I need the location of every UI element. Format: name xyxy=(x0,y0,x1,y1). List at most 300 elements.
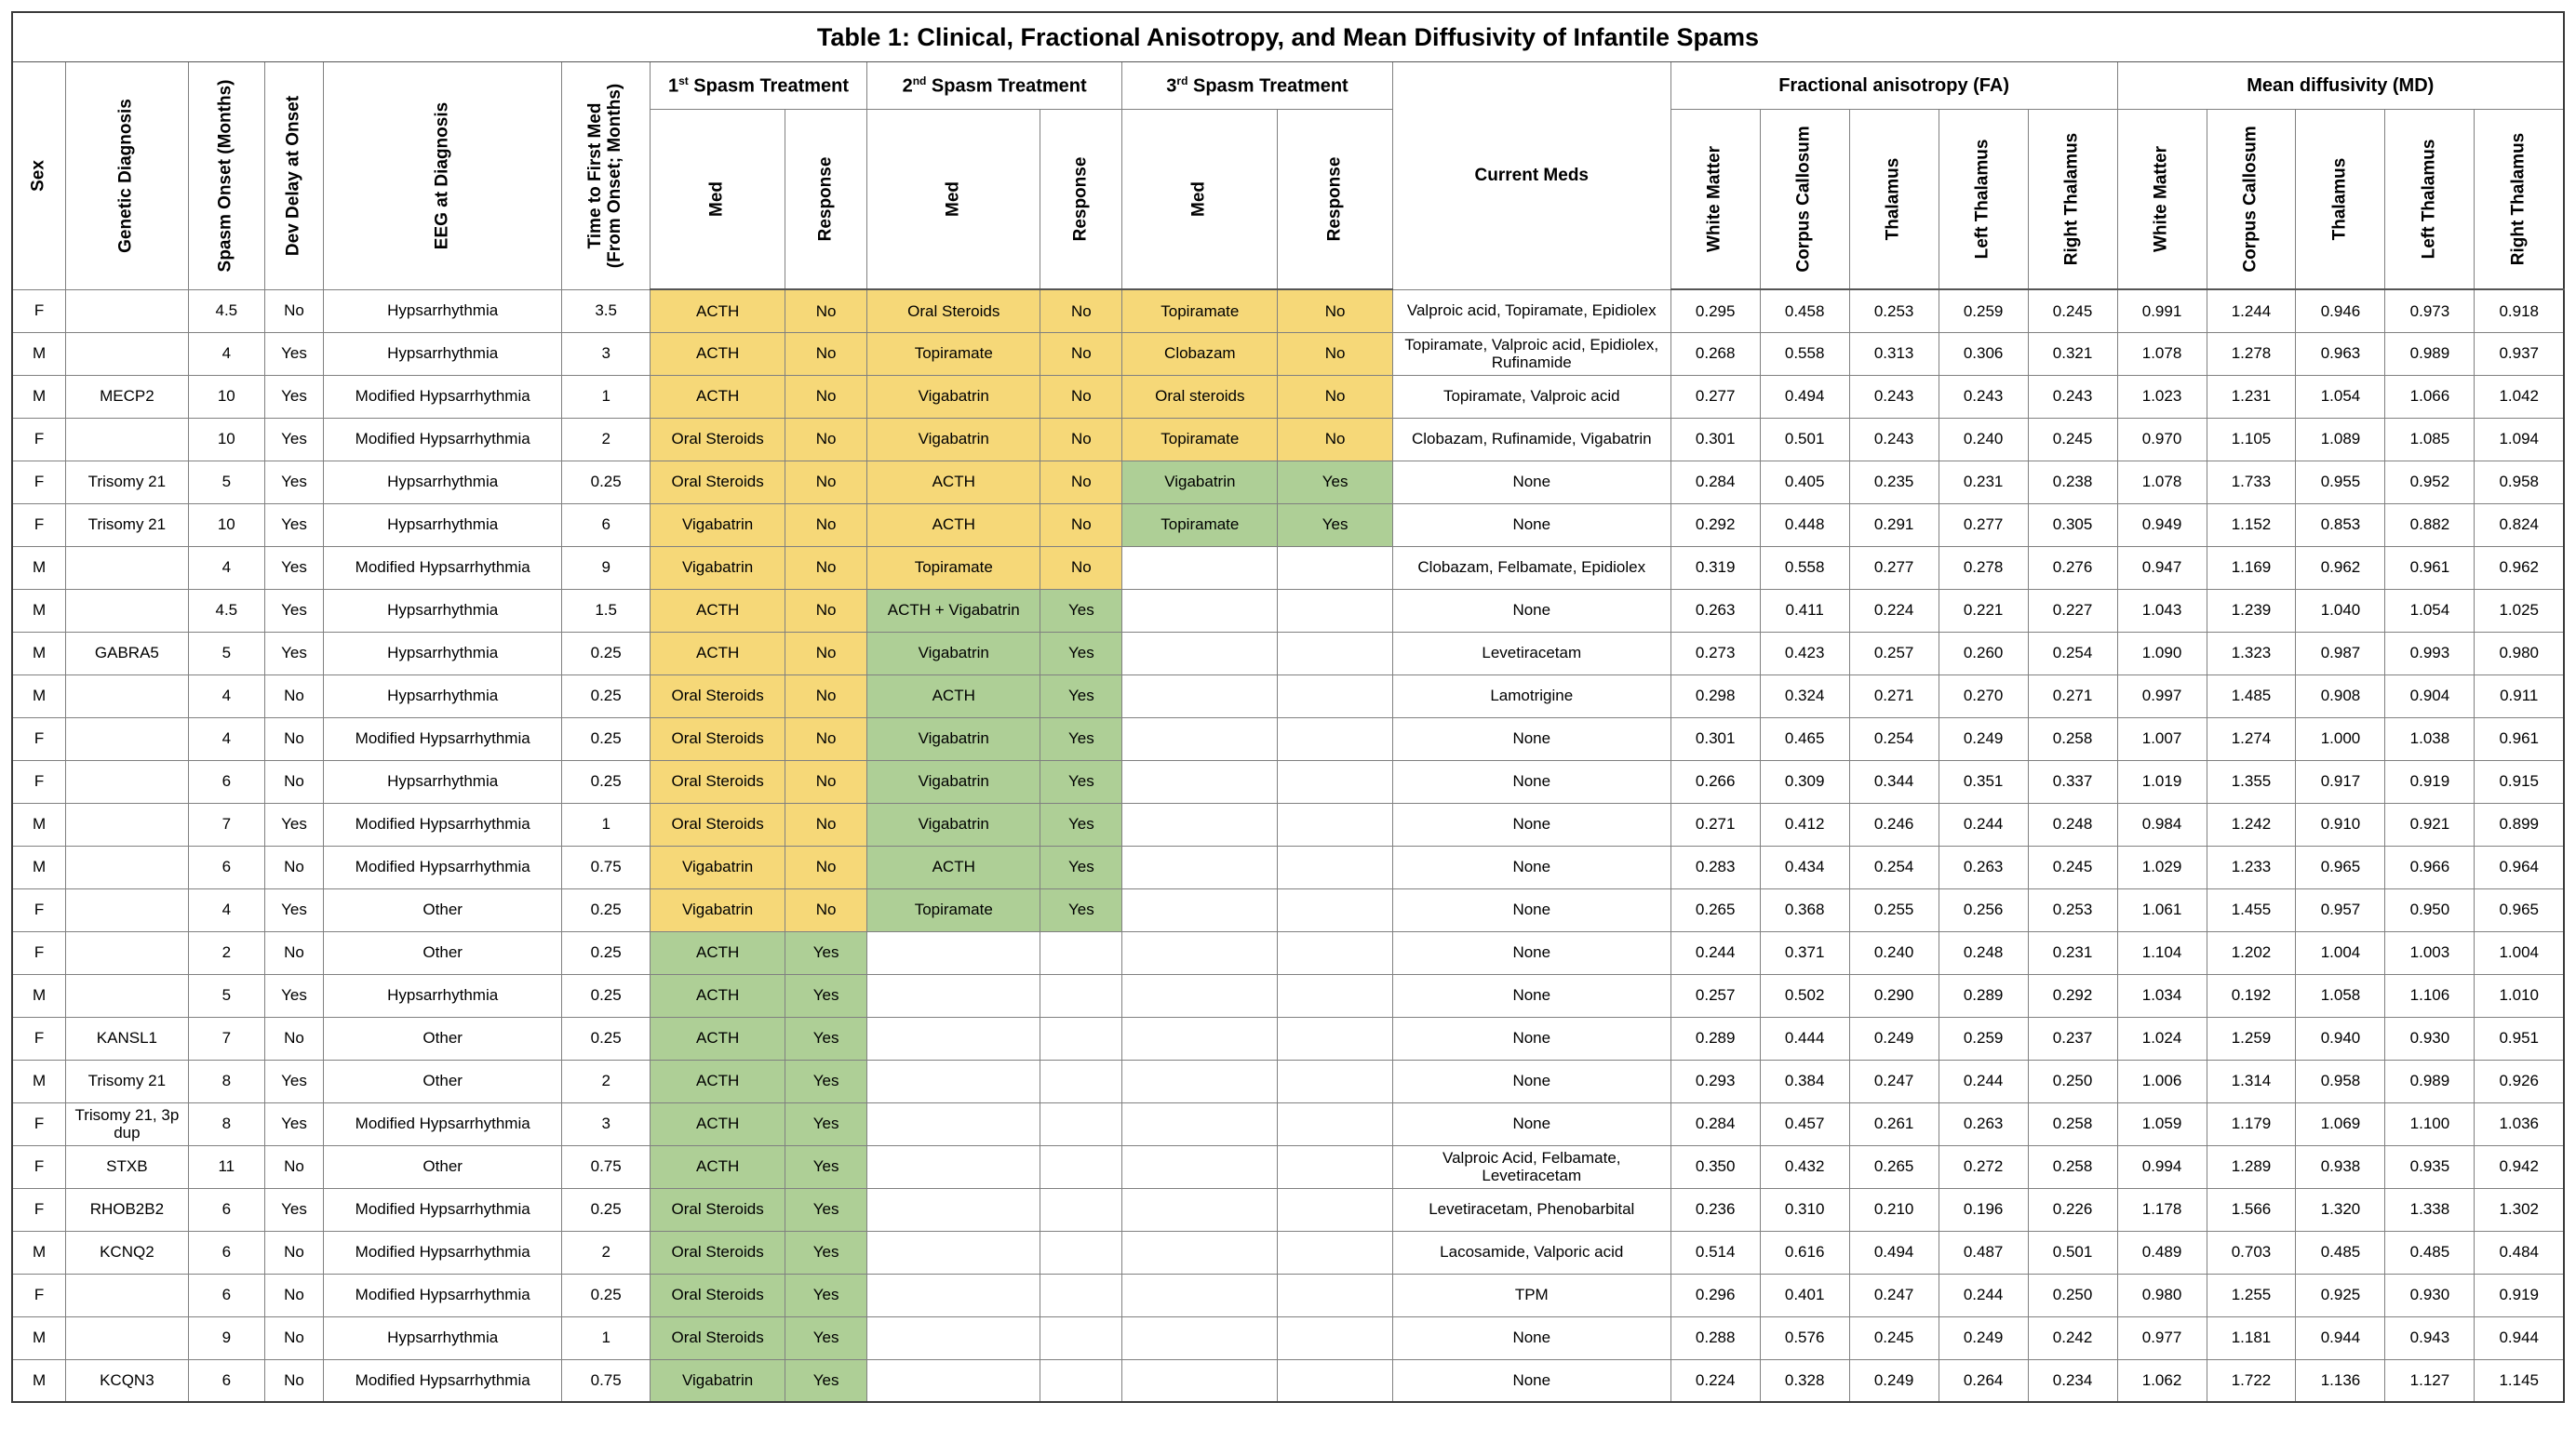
cell-sex: F xyxy=(12,1017,66,1060)
cell-eeg: Hypsarrhythmia xyxy=(324,1316,562,1359)
cell-eeg: Other xyxy=(324,931,562,974)
cell-treatment-2-med xyxy=(867,1060,1040,1102)
cell-treatment-3-med: Topiramate xyxy=(1122,503,1278,546)
cell-sex: M xyxy=(12,589,66,632)
cell-current-meds: None xyxy=(1392,888,1670,931)
cell-fa-0: 0.244 xyxy=(1670,931,1760,974)
cell-treatment-3-med xyxy=(1122,717,1278,760)
cell-md-1: 1.323 xyxy=(2207,632,2296,674)
cell-dev-delay: No xyxy=(264,717,323,760)
cell-md-0: 0.980 xyxy=(2117,1274,2207,1316)
cell-md-2: 1.040 xyxy=(2296,589,2385,632)
cell-fa-4: 0.248 xyxy=(2028,803,2117,846)
cell-fa-4: 0.292 xyxy=(2028,974,2117,1017)
cell-md-0: 0.984 xyxy=(2117,803,2207,846)
col-header-fa-white-matter: White Matter xyxy=(1670,110,1760,290)
cell-treatment-3-med xyxy=(1122,1359,1278,1402)
cell-eeg: Modified Hypsarrhythmia xyxy=(324,375,562,418)
cell-treatment-1-response: Yes xyxy=(785,974,867,1017)
cell-dev-delay: Yes xyxy=(264,888,323,931)
cell-treatment-2-med xyxy=(867,1231,1040,1274)
cell-md-1: 1.274 xyxy=(2207,717,2296,760)
group-header-2nd-spasm-treatment: 2nd Spasm Treatment xyxy=(867,62,1122,110)
cell-eeg: Modified Hypsarrhythmia xyxy=(324,1274,562,1316)
cell-md-0: 1.078 xyxy=(2117,332,2207,375)
cell-fa-3: 0.196 xyxy=(1939,1188,2028,1231)
col-header-fa-left-thalamus: Left Thalamus xyxy=(1939,110,2028,290)
cell-fa-2: 0.245 xyxy=(1849,1316,1939,1359)
cell-dev-delay: No xyxy=(264,1231,323,1274)
cell-md-0: 0.977 xyxy=(2117,1316,2207,1359)
cell-dev-delay: Yes xyxy=(264,503,323,546)
cell-treatment-3-response xyxy=(1278,632,1392,674)
cell-md-0: 1.029 xyxy=(2117,846,2207,888)
cell-md-3: 1.038 xyxy=(2385,717,2475,760)
cell-treatment-3-med: Topiramate xyxy=(1122,418,1278,461)
cell-time-to-first-med: 0.25 xyxy=(562,632,651,674)
cell-fa-3: 0.277 xyxy=(1939,503,2028,546)
cell-spasm-onset: 7 xyxy=(188,1017,264,1060)
table-row xyxy=(12,589,2564,632)
cell-current-meds: Valproic acid, Topiramate, Epidiolex xyxy=(1392,289,1670,332)
cell-fa-1: 0.616 xyxy=(1760,1231,1849,1274)
cell-md-1: 1.566 xyxy=(2207,1188,2296,1231)
cell-genetic-diagnosis xyxy=(66,546,189,589)
table-row xyxy=(12,1316,2564,1359)
cell-md-2: 0.908 xyxy=(2296,674,2385,717)
cell-md-2: 1.089 xyxy=(2296,418,2385,461)
cell-current-meds: Topiramate, Valproic acid, Epidiolex, Rufinamide xyxy=(1392,332,1670,375)
cell-treatment-3-response: Yes xyxy=(1278,503,1392,546)
cell-eeg: Hypsarrhythmia xyxy=(324,289,562,332)
cell-md-0: 1.062 xyxy=(2117,1359,2207,1402)
table-row xyxy=(12,974,2564,1017)
cell-sex: M xyxy=(12,632,66,674)
cell-fa-1: 0.494 xyxy=(1760,375,1849,418)
cell-treatment-1-med: ACTH xyxy=(650,632,785,674)
cell-time-to-first-med: 1.5 xyxy=(562,589,651,632)
cell-md-4: 0.824 xyxy=(2475,503,2564,546)
cell-treatment-2-med: Topiramate xyxy=(867,888,1040,931)
cell-treatment-2-response xyxy=(1040,1359,1122,1402)
cell-current-meds: Clobazam, Felbamate, Epidiolex xyxy=(1392,546,1670,589)
cell-md-0: 0.997 xyxy=(2117,674,2207,717)
cell-treatment-1-med: Oral Steroids xyxy=(650,1316,785,1359)
table-row xyxy=(12,503,2564,546)
cell-spasm-onset: 10 xyxy=(188,418,264,461)
cell-treatment-3-response xyxy=(1278,717,1392,760)
cell-treatment-1-med: ACTH xyxy=(650,1017,785,1060)
cell-spasm-onset: 6 xyxy=(188,1274,264,1316)
cell-md-2: 1.069 xyxy=(2296,1102,2385,1145)
col-header-fa-corpus-callosum: Corpus Callosum xyxy=(1760,110,1849,290)
cell-md-2: 0.958 xyxy=(2296,1060,2385,1102)
cell-time-to-first-med: 3 xyxy=(562,332,651,375)
col-header-med-2: Med xyxy=(867,110,1040,290)
cell-current-meds: None xyxy=(1392,931,1670,974)
cell-fa-4: 0.243 xyxy=(2028,375,2117,418)
cell-treatment-3-response xyxy=(1278,1188,1392,1231)
cell-treatment-1-med: ACTH xyxy=(650,931,785,974)
cell-md-3: 1.100 xyxy=(2385,1102,2475,1145)
cell-fa-2: 0.246 xyxy=(1849,803,1939,846)
cell-md-2: 0.917 xyxy=(2296,760,2385,803)
cell-treatment-3-med xyxy=(1122,1060,1278,1102)
cell-md-3: 0.921 xyxy=(2385,803,2475,846)
cell-treatment-2-med xyxy=(867,1359,1040,1402)
cell-fa-3: 0.240 xyxy=(1939,418,2028,461)
cell-md-0: 1.023 xyxy=(2117,375,2207,418)
cell-fa-1: 0.502 xyxy=(1760,974,1849,1017)
cell-treatment-3-med xyxy=(1122,632,1278,674)
cell-fa-3: 0.249 xyxy=(1939,1316,2028,1359)
table-row xyxy=(12,418,2564,461)
cell-treatment-2-response: No xyxy=(1040,375,1122,418)
cell-fa-4: 0.226 xyxy=(2028,1188,2117,1231)
table-row xyxy=(12,888,2564,931)
cell-fa-4: 0.245 xyxy=(2028,846,2117,888)
cell-fa-3: 0.221 xyxy=(1939,589,2028,632)
cell-sex: F xyxy=(12,1102,66,1145)
cell-treatment-3-med xyxy=(1122,1102,1278,1145)
cell-spasm-onset: 6 xyxy=(188,846,264,888)
cell-treatment-3-med xyxy=(1122,803,1278,846)
cell-current-meds: Lamotrigine xyxy=(1392,674,1670,717)
cell-eeg: Hypsarrhythmia xyxy=(324,589,562,632)
cell-sex: M xyxy=(12,375,66,418)
cell-dev-delay: Yes xyxy=(264,632,323,674)
cell-treatment-3-med: Vigabatrin xyxy=(1122,461,1278,503)
cell-spasm-onset: 6 xyxy=(188,1359,264,1402)
cell-md-2: 0.938 xyxy=(2296,1145,2385,1188)
cell-eeg: Other xyxy=(324,1145,562,1188)
cell-fa-1: 0.465 xyxy=(1760,717,1849,760)
cell-fa-0: 0.284 xyxy=(1670,1102,1760,1145)
cell-dev-delay: Yes xyxy=(264,546,323,589)
cell-md-2: 0.962 xyxy=(2296,546,2385,589)
col-header-md-right-thalamus: Right Thalamus xyxy=(2475,110,2564,290)
cell-treatment-1-med: Vigabatrin xyxy=(650,1359,785,1402)
table-row xyxy=(12,1017,2564,1060)
cell-md-4: 0.926 xyxy=(2475,1060,2564,1102)
cell-fa-4: 0.234 xyxy=(2028,1359,2117,1402)
cell-md-1: 1.485 xyxy=(2207,674,2296,717)
cell-md-0: 1.006 xyxy=(2117,1060,2207,1102)
table-row xyxy=(12,1359,2564,1402)
cell-eeg: Hypsarrhythmia xyxy=(324,632,562,674)
cell-md-3: 0.919 xyxy=(2385,760,2475,803)
cell-treatment-1-med: Vigabatrin xyxy=(650,546,785,589)
cell-treatment-2-med: ACTH xyxy=(867,674,1040,717)
cell-md-4: 0.915 xyxy=(2475,760,2564,803)
cell-genetic-diagnosis xyxy=(66,418,189,461)
cell-md-0: 1.043 xyxy=(2117,589,2207,632)
cell-md-1: 1.242 xyxy=(2207,803,2296,846)
cell-treatment-3-response xyxy=(1278,760,1392,803)
cell-time-to-first-med: 0.75 xyxy=(562,846,651,888)
cell-sex: F xyxy=(12,717,66,760)
cell-treatment-3-response: No xyxy=(1278,289,1392,332)
cell-treatment-1-med: ACTH xyxy=(650,1060,785,1102)
cell-treatment-2-med: Topiramate xyxy=(867,546,1040,589)
cell-md-2: 0.944 xyxy=(2296,1316,2385,1359)
cell-md-2: 0.485 xyxy=(2296,1231,2385,1274)
cell-md-1: 1.239 xyxy=(2207,589,2296,632)
cell-fa-3: 0.272 xyxy=(1939,1145,2028,1188)
cell-md-1: 1.733 xyxy=(2207,461,2296,503)
cell-treatment-2-response: No xyxy=(1040,418,1122,461)
cell-md-0: 0.994 xyxy=(2117,1145,2207,1188)
cell-sex: M xyxy=(12,1316,66,1359)
cell-md-0: 0.991 xyxy=(2117,289,2207,332)
cell-md-4: 0.942 xyxy=(2475,1145,2564,1188)
cell-treatment-3-response xyxy=(1278,1274,1392,1316)
cell-fa-3: 0.351 xyxy=(1939,760,2028,803)
cell-treatment-3-response: No xyxy=(1278,375,1392,418)
cell-treatment-3-response xyxy=(1278,1060,1392,1102)
cell-md-4: 1.025 xyxy=(2475,589,2564,632)
cell-fa-3: 0.244 xyxy=(1939,803,2028,846)
cell-md-2: 1.058 xyxy=(2296,974,2385,1017)
cell-treatment-3-response: No xyxy=(1278,418,1392,461)
cell-fa-4: 0.238 xyxy=(2028,461,2117,503)
cell-md-1: 1.314 xyxy=(2207,1060,2296,1102)
col-header-eeg: EEG at Diagnosis xyxy=(324,62,562,290)
cell-treatment-1-response: No xyxy=(785,717,867,760)
cell-time-to-first-med: 0.25 xyxy=(562,1017,651,1060)
group-header-fractional-anisotropy: Fractional anisotropy (FA) xyxy=(1670,62,2117,110)
cell-genetic-diagnosis xyxy=(66,717,189,760)
cell-fa-3: 0.248 xyxy=(1939,931,2028,974)
cell-treatment-2-med: ACTH + Vigabatrin xyxy=(867,589,1040,632)
cell-spasm-onset: 8 xyxy=(188,1060,264,1102)
table-body xyxy=(12,289,2564,1402)
cell-time-to-first-med: 0.25 xyxy=(562,717,651,760)
cell-fa-0: 0.289 xyxy=(1670,1017,1760,1060)
cell-md-2: 0.925 xyxy=(2296,1274,2385,1316)
cell-genetic-diagnosis: Trisomy 21 xyxy=(66,461,189,503)
cell-dev-delay: No xyxy=(264,1274,323,1316)
col-header-genetic-diagnosis: Genetic Diagnosis xyxy=(66,62,189,290)
cell-sex: M xyxy=(12,1231,66,1274)
cell-treatment-1-response: Yes xyxy=(785,1231,867,1274)
cell-md-4: 0.951 xyxy=(2475,1017,2564,1060)
cell-sex: M xyxy=(12,974,66,1017)
cell-treatment-1-med: ACTH xyxy=(650,589,785,632)
cell-md-4: 0.965 xyxy=(2475,888,2564,931)
cell-treatment-2-response: No xyxy=(1040,503,1122,546)
cell-fa-1: 0.412 xyxy=(1760,803,1849,846)
cell-md-1: 1.255 xyxy=(2207,1274,2296,1316)
cell-md-4: 0.964 xyxy=(2475,846,2564,888)
cell-spasm-onset: 11 xyxy=(188,1145,264,1188)
cell-time-to-first-med: 0.75 xyxy=(562,1359,651,1402)
cell-fa-3: 0.278 xyxy=(1939,546,2028,589)
table-row xyxy=(12,1188,2564,1231)
table-row xyxy=(12,332,2564,375)
cell-md-3: 0.950 xyxy=(2385,888,2475,931)
cell-fa-1: 0.457 xyxy=(1760,1102,1849,1145)
cell-md-1: 1.259 xyxy=(2207,1017,2296,1060)
cell-treatment-1-med: Vigabatrin xyxy=(650,503,785,546)
cell-fa-4: 0.337 xyxy=(2028,760,2117,803)
cell-treatment-2-response: Yes xyxy=(1040,846,1122,888)
cell-md-3: 0.989 xyxy=(2385,1060,2475,1102)
cell-treatment-2-response xyxy=(1040,931,1122,974)
table-title: Table 1: Clinical, Fractional Anisotropy, and Mean Diffusivity of Infantile Spams xyxy=(12,12,2564,62)
cell-time-to-first-med: 2 xyxy=(562,1060,651,1102)
cell-treatment-3-response xyxy=(1278,1145,1392,1188)
cell-md-4: 0.484 xyxy=(2475,1231,2564,1274)
cell-md-3: 0.935 xyxy=(2385,1145,2475,1188)
cell-eeg: Modified Hypsarrhythmia xyxy=(324,418,562,461)
cell-md-0: 1.104 xyxy=(2117,931,2207,974)
cell-treatment-2-response: Yes xyxy=(1040,674,1122,717)
table-row xyxy=(12,632,2564,674)
cell-fa-1: 0.401 xyxy=(1760,1274,1849,1316)
cell-md-3: 0.930 xyxy=(2385,1274,2475,1316)
cell-treatment-2-response: Yes xyxy=(1040,760,1122,803)
cell-fa-0: 0.224 xyxy=(1670,1359,1760,1402)
cell-treatment-2-response xyxy=(1040,1060,1122,1102)
cell-treatment-2-med: Vigabatrin xyxy=(867,760,1040,803)
cell-fa-2: 0.240 xyxy=(1849,931,1939,974)
cell-fa-0: 0.236 xyxy=(1670,1188,1760,1231)
cell-treatment-1-med: Oral Steroids xyxy=(650,803,785,846)
cell-current-meds: None xyxy=(1392,461,1670,503)
cell-current-meds: None xyxy=(1392,1102,1670,1145)
cell-md-3: 0.952 xyxy=(2385,461,2475,503)
cell-md-2: 0.910 xyxy=(2296,803,2385,846)
cell-fa-1: 0.423 xyxy=(1760,632,1849,674)
cell-sex: F xyxy=(12,888,66,931)
cell-sex: F xyxy=(12,503,66,546)
cell-fa-4: 0.245 xyxy=(2028,418,2117,461)
cell-eeg: Modified Hypsarrhythmia xyxy=(324,1359,562,1402)
cell-dev-delay: Yes xyxy=(264,1102,323,1145)
cell-genetic-diagnosis xyxy=(66,760,189,803)
cell-dev-delay: No xyxy=(264,931,323,974)
cell-treatment-1-med: Oral Steroids xyxy=(650,760,785,803)
cell-treatment-3-med xyxy=(1122,1145,1278,1188)
cell-treatment-2-response xyxy=(1040,1231,1122,1274)
cell-fa-2: 0.291 xyxy=(1849,503,1939,546)
cell-genetic-diagnosis: Trisomy 21, 3p dup xyxy=(66,1102,189,1145)
cell-md-0: 1.007 xyxy=(2117,717,2207,760)
col-header-med-3: Med xyxy=(1122,110,1278,290)
cell-fa-1: 0.309 xyxy=(1760,760,1849,803)
cell-treatment-2-response: Yes xyxy=(1040,888,1122,931)
cell-treatment-3-response xyxy=(1278,589,1392,632)
cell-treatment-3-response xyxy=(1278,888,1392,931)
cell-fa-3: 0.263 xyxy=(1939,846,2028,888)
cell-treatment-3-med xyxy=(1122,888,1278,931)
cell-time-to-first-med: 9 xyxy=(562,546,651,589)
cell-md-3: 1.127 xyxy=(2385,1359,2475,1402)
cell-md-1: 1.455 xyxy=(2207,888,2296,931)
cell-treatment-3-response xyxy=(1278,1102,1392,1145)
cell-treatment-1-response: No xyxy=(785,803,867,846)
cell-fa-0: 0.292 xyxy=(1670,503,1760,546)
cell-md-4: 1.302 xyxy=(2475,1188,2564,1231)
cell-fa-2: 0.243 xyxy=(1849,418,1939,461)
cell-fa-2: 0.255 xyxy=(1849,888,1939,931)
table-row xyxy=(12,1102,2564,1145)
cell-genetic-diagnosis: RHOB2B2 xyxy=(66,1188,189,1231)
cell-fa-3: 0.263 xyxy=(1939,1102,2028,1145)
cell-treatment-1-response: No xyxy=(785,418,867,461)
cell-spasm-onset: 4 xyxy=(188,546,264,589)
cell-fa-3: 0.244 xyxy=(1939,1274,2028,1316)
cell-md-3: 0.989 xyxy=(2385,332,2475,375)
cell-sex: F xyxy=(12,760,66,803)
cell-sex: F xyxy=(12,461,66,503)
cell-md-1: 1.181 xyxy=(2207,1316,2296,1359)
cell-dev-delay: No xyxy=(264,1145,323,1188)
cell-fa-0: 0.514 xyxy=(1670,1231,1760,1274)
cell-treatment-2-med xyxy=(867,1316,1040,1359)
cell-spasm-onset: 10 xyxy=(188,503,264,546)
cell-treatment-1-response: No xyxy=(785,760,867,803)
cell-eeg: Modified Hypsarrhythmia xyxy=(324,1102,562,1145)
cell-fa-2: 0.210 xyxy=(1849,1188,1939,1231)
cell-treatment-3-med xyxy=(1122,974,1278,1017)
cell-md-1: 1.289 xyxy=(2207,1145,2296,1188)
cell-current-meds: Clobazam, Rufinamide, Vigabatrin xyxy=(1392,418,1670,461)
cell-treatment-1-response: No xyxy=(785,546,867,589)
cell-dev-delay: Yes xyxy=(264,1188,323,1231)
cell-fa-4: 0.271 xyxy=(2028,674,2117,717)
cell-md-3: 0.943 xyxy=(2385,1316,2475,1359)
cell-fa-4: 0.237 xyxy=(2028,1017,2117,1060)
cell-md-4: 0.980 xyxy=(2475,632,2564,674)
cell-md-2: 1.136 xyxy=(2296,1359,2385,1402)
cell-treatment-2-med: ACTH xyxy=(867,461,1040,503)
cell-current-meds: None xyxy=(1392,589,1670,632)
cell-time-to-first-med: 1 xyxy=(562,1316,651,1359)
cell-treatment-3-response: No xyxy=(1278,332,1392,375)
cell-md-1: 0.192 xyxy=(2207,974,2296,1017)
cell-treatment-3-med: Topiramate xyxy=(1122,289,1278,332)
col-header-dev-delay: Dev Delay at Onset xyxy=(264,62,323,290)
table-row xyxy=(12,1145,2564,1188)
table-row xyxy=(12,289,2564,332)
cell-current-meds: TPM xyxy=(1392,1274,1670,1316)
cell-eeg: Modified Hypsarrhythmia xyxy=(324,846,562,888)
col-header-response-2: Response xyxy=(1040,110,1122,290)
cell-md-3: 0.485 xyxy=(2385,1231,2475,1274)
cell-treatment-1-med: ACTH xyxy=(650,1145,785,1188)
cell-md-2: 0.946 xyxy=(2296,289,2385,332)
cell-treatment-2-response xyxy=(1040,1274,1122,1316)
cell-spasm-onset: 5 xyxy=(188,974,264,1017)
cell-fa-1: 0.384 xyxy=(1760,1060,1849,1102)
cell-treatment-1-med: Oral Steroids xyxy=(650,461,785,503)
cell-treatment-1-response: No xyxy=(785,632,867,674)
cell-sex: F xyxy=(12,1274,66,1316)
cell-sex: M xyxy=(12,546,66,589)
cell-treatment-2-med xyxy=(867,1145,1040,1188)
cell-time-to-first-med: 0.25 xyxy=(562,674,651,717)
cell-fa-2: 0.344 xyxy=(1849,760,1939,803)
cell-sex: M xyxy=(12,1359,66,1402)
cell-genetic-diagnosis xyxy=(66,674,189,717)
cell-treatment-1-med: Oral Steroids xyxy=(650,1188,785,1231)
cell-md-2: 0.853 xyxy=(2296,503,2385,546)
cell-genetic-diagnosis: KCQN3 xyxy=(66,1359,189,1402)
cell-fa-0: 0.288 xyxy=(1670,1316,1760,1359)
cell-treatment-2-response xyxy=(1040,974,1122,1017)
